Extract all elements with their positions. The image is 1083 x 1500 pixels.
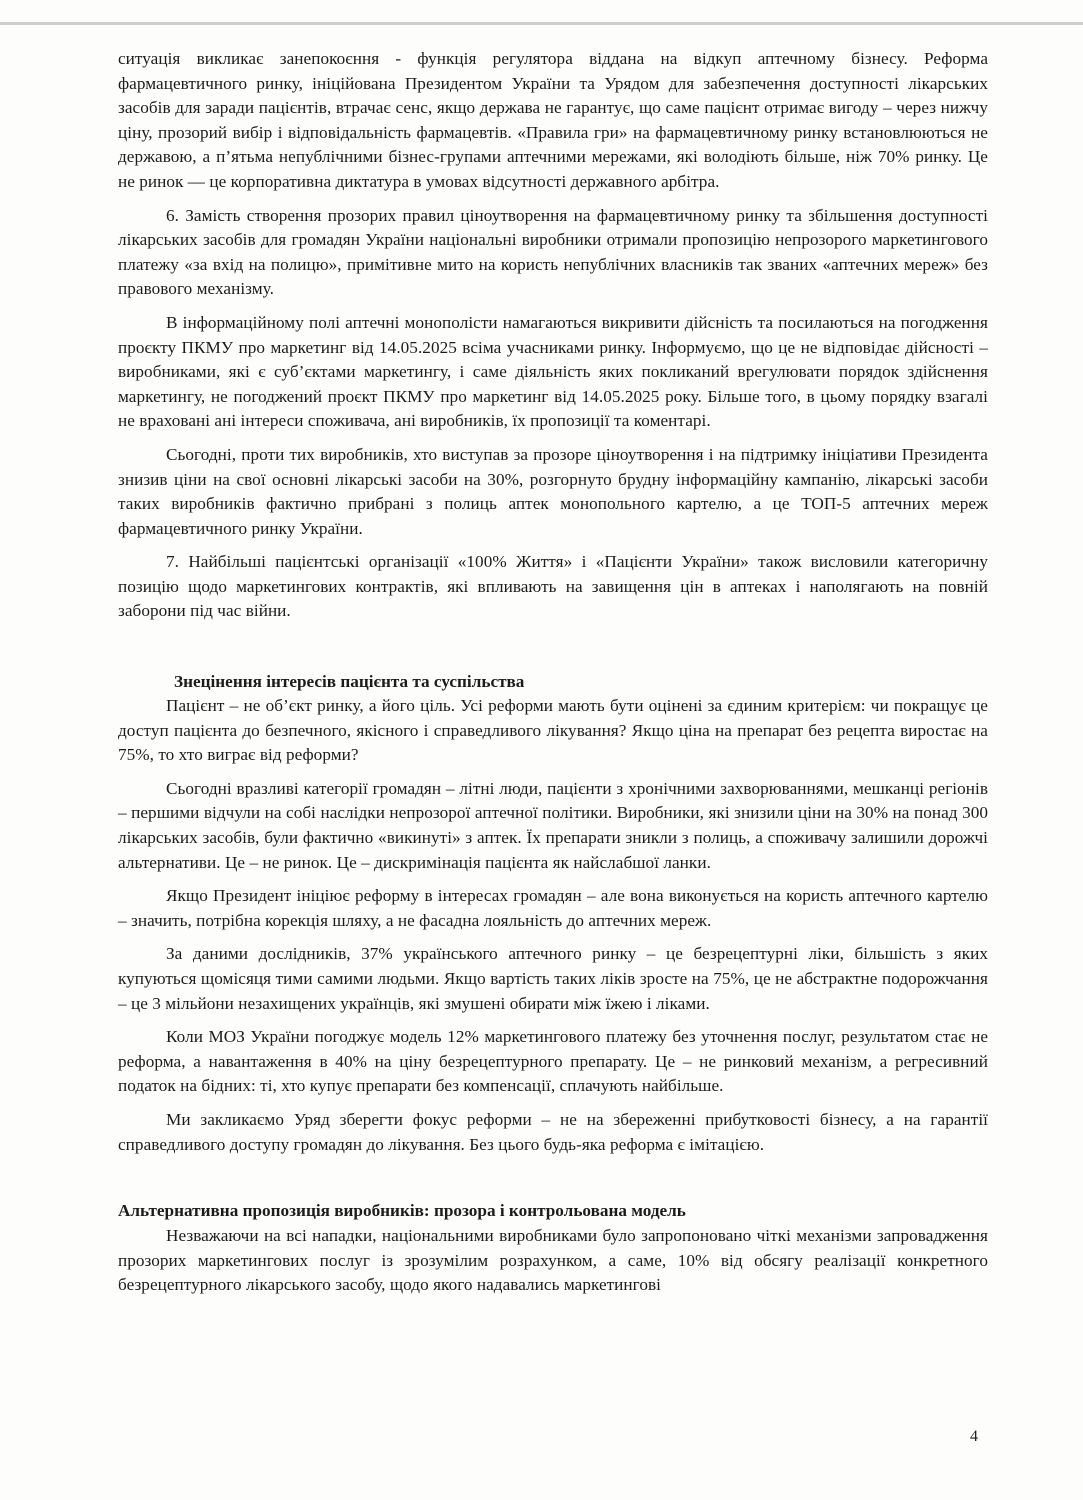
section-heading: Альтернативна пропозиція виробників: прозора і контрольована модель <box>118 1201 686 1221</box>
paragraph: Коли МОЗ України погоджує модель 12% маркетингового платежу без уточнення послуг, результатом стає не реформа, а навантаження в 40% на ціну безрецептурного препарату. Це – не ринковий механізм, а регресивний податок на бідних: ті, хто купує препарати без компенсації, сплачують найбільше. <box>118 1027 988 1096</box>
paragraph: Якщо Президент ініціює реформу в інтересах громадян – але вона виконується на користь аптечного картелю – значить, потрібна корекція шляху, а не фасадна лояльність до аптечних мереж. <box>118 886 988 930</box>
paragraph: За даними дослідників, 37% українського аптечного ринку – це безрецептурні ліки, більшість з яких купуються щомісяця тими самими людьми. Якщо вартість таких ліків зросте на 75%, це не абстрактне подорожчання – це 3 мільйони незахищених українців, які змушені обирати між їжею і ліками. <box>118 944 988 1013</box>
paragraph: Пацієнт – не об’єкт ринку, а його ціль. Усі реформи мають бути оцінені за єдиним критерієм: чи покращує це доступ пацієнта до безпечного, якісного і справедливого лікування? Якщо ціна на препарат без рецепта виростає на 75%, то хто виграє від реформи? <box>118 696 988 765</box>
paragraph: Сьогодні вразливі категорії громадян – літні люди, пацієнти з хронічними захворюваннями, мешканці регіонів – першими відчули на собі наслідки непрозорої аптечної політики. Виробники, які знизили ціни на 30% на понад 300 лікарських засобів, були фактично «викинуті» з аптек. Їх препарати зникли з полиць, а споживачу залишили дорожчі альтернативи. Це – не ринок. Це – дискримінація пацієнта як найслабшої ланки. <box>118 778 988 872</box>
paragraph: В інформаційному полі аптечні монополісти намагаються викривити дійсність та посилаються на погодження проєкту ПКМУ про маркетинг від 14.05.2025 всіма учасниками ринку. Інформуємо, що це не відповідає дійсності – виробниками, які є суб’єктами маркетингу, і саме діяльність яких покликаний врегулювати порядок здійснення маркетингу, не погоджений проєкт ПКМУ про маркетинг від 14.05.2025 року. Більше того, в цьому порядку взагалі не враховані ані інтереси споживача, ані виробників, їх пропозиції та коментарі. <box>118 312 988 431</box>
paragraph: Незважаючи на всі нападки, національними виробниками було запропоновано чіткі механізми запровадження прозорих маркетингових послуг із зрозумілим розрахунком, а саме, 10% від обсягу реалізації конкретного безрецептурного лікарського засобу, щодо якого надавались маркетингові <box>118 1226 988 1295</box>
paragraph: 6. Замість створення прозорих правил ціноутворення на фармацевтичному ринку та збільшення доступності лікарських засобів для громадян України національні виробники отримали пропозицію непрозорого маркетингового платежу «за вхід на полицю», примітивне мито на користь непублічних власників так званих «аптечних мереж» без правового механізму. <box>118 205 988 299</box>
paragraph: 7. Найбільші пацієнтські організації «100% Життя» і «Пацієнти України» також висловили категоричну позицію щодо маркетингових контрактів, які впливають на завищення цін в аптеках і наполягають на повній заборони під час війни. <box>118 552 988 621</box>
paragraph: ситуація викликає занепокоєння - функція регулятора віддана на відкуп аптечному бізнесу. Реформа фармацевтичного ринку, ініційована Президентом України та Урядом для забезпечення доступності лікарських засобів для заради пацієнтів, втрачає сенс, якщо держава не гарантує, що саме пацієнт отримає вигоду – через нижчу ціну, прозорий вибір і відповідальність фармацевтів. «Правила гри» на фармацевтичному ринку встановлюються не державою, а п’ятьма непублічними бізнес-групами аптечними мережами, які володіють більше, ніж 70% ринку. Це не ринок — це корпоративна диктатура в умовах відсутності державного арбітра. <box>118 49 988 191</box>
document-page <box>118 47 988 1307</box>
page-number: 4 <box>970 1428 978 1445</box>
paragraph: Сьогодні, проти тих виробників, хто виступав за прозоре ціноутворення і на підтримку ініціативи Президента знизив ціни на свої основні лікарські засоби на 30%, розгорнуто брудну інформаційну кампанію, лікарські засоби таких виробників фактично прибрані з полиць аптек монопольного картелю, а це ТОП-5 аптечних мереж фармацевтичного ринку України. <box>118 444 988 538</box>
paragraph: Ми закликаємо Уряд зберегти фокус реформи – не на збереженні прибутковості бізнесу, а на гарантії справедливого доступу громадян до лікування. Без цього будь-яка реформа є імітацією. <box>118 1109 988 1154</box>
scan-edge-line <box>0 22 1083 25</box>
section-heading: Знецінення інтересів пацієнта та суспільства <box>174 672 525 692</box>
